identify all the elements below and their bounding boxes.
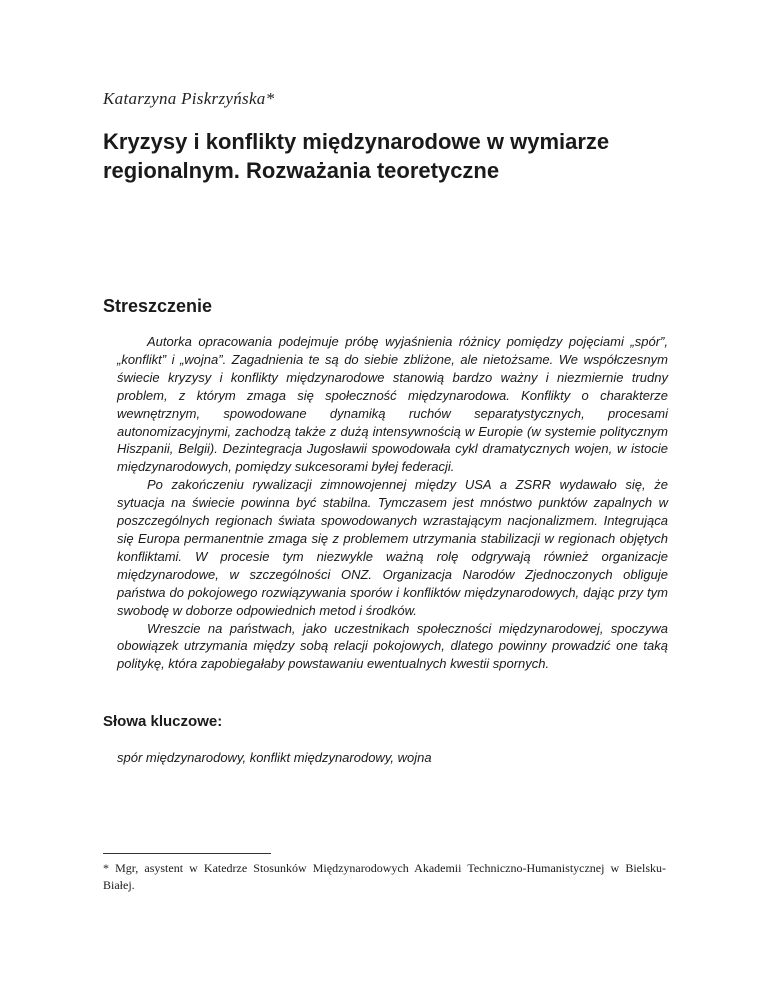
footnote: * Mgr, asystent w Katedrze Stosunków Międzynarodowych Akademii Techniczno-Humanistycznej w Bielsku-Białej. (103, 861, 666, 892)
abstract-paragraph-1: Autorka opracowania podejmuje próbę wyjaśnienia różnicy pomiędzy pojęciami „spór”, „konflikt” i „wojna”. Zagadnienia te są do siebie zbliżone, ale nietożsame. We współczesnym świecie kryzysy i konflikty międzynarodowe stanowią bardzo ważny i niezmiernie trudny problem, z którym zmaga się społeczność międzynarodowa. Konflikty o charakterze wewnętrznym, spowodowane dynamiką ruchów separatystycznych, procesami autonomizacyjnymi, zachodzą także z dużą intensywnością w Europie (w systemie politycznym Hiszpanii, Belgii). Dezintegracja Jugosławii spowodowała cykl dramatycznych wojen, w istocie międzynarodowych, pomiędzy sukcesorami byłej federacji. (117, 334, 668, 475)
abstract-heading: Streszczenie (103, 296, 213, 316)
article-title: Kryzysy i konflikty międzynarodowe w wymiarze regionalnym. Rozważania teoretyczne (103, 129, 610, 183)
footnote-divider (103, 853, 271, 854)
abstract-paragraph-3: Wreszcie na państwach, jako uczestnikach społeczności międzynarodowej, spoczywa obowiązek utrzymania między sobą relacji pokojowych, dlatego powinny prowadzić one taką politykę, która zapobiegałaby powstawaniu ewentualnych kwestii spornych. (117, 620, 668, 672)
keywords-list: spór międzynarodowy, konflikt międzynarodowy, wojna (117, 750, 432, 765)
abstract-body (117, 333, 668, 673)
abstract-paragraph-2: Po zakończeniu rywalizacji zimnowojennej między USA a ZSRR wydawało się, że sytuacja na świecie powinna być stabilna. Tymczasem jest mnóstwo punktów zapalnych w poszczególnych regionach świata spowodowanych wzrastającym nacjonalizmem. Integrująca się Europa permanentnie zmaga się z problemem utrzymania stabilizacji w regionach objętych konfliktami. W procesie tym niezwykle ważną rolę odgrywają również organizacje międzynarodowe, w szczególności ONZ. Organizacja Narodów Zjednoczonych obliguje państwa do pokojowego rozwiązywania sporów i konfliktów międzynarodowych, dając przy tym swobodę w doborze odpowiednich metod i środków. (117, 477, 668, 618)
author-name: Katarzyna Piskrzyńska* (103, 89, 275, 108)
keywords-heading: Słowa kluczowe: (103, 713, 223, 730)
